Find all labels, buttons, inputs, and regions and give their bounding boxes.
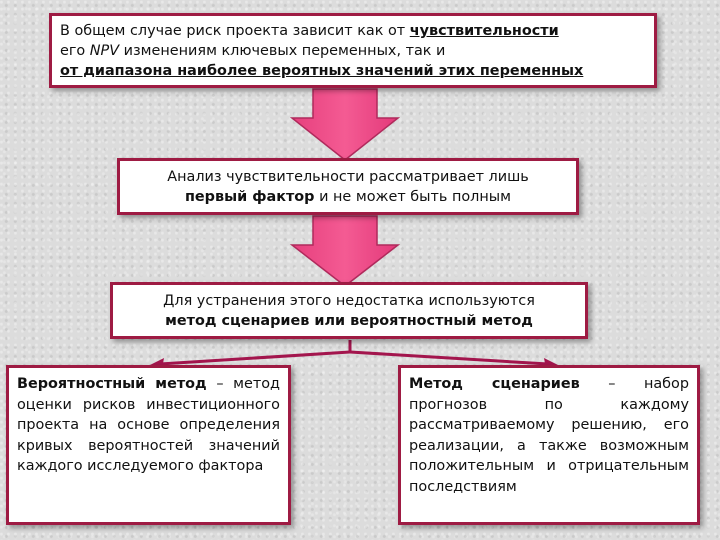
scenario-method-definition: – набор прогнозов по каждому рассматриваемому решению, его реализации, а также возможным положительным и отрицательным последствиям [409,376,689,495]
fork-right-branch [350,352,548,364]
low-line-2: метод сценариев или вероятностный метод [165,313,533,329]
top-statement-box [49,13,657,88]
low-line-1: Для устранения этого недостатка используются [163,293,535,309]
fork-left-branch [160,352,350,364]
npv-term: NPV [89,43,120,59]
probabilistic-method-box [6,365,291,525]
top-line-2: его NPV изменениям ключевых переменных, так и [60,43,446,59]
down-arrow-1 [292,89,398,160]
top-line-1: В общем случае риск проекта зависит как от чувствительности [60,23,559,39]
probabilistic-method-term: Вероятностный метод [17,376,207,392]
sensitivity-analysis-box [117,158,579,215]
sensitivity-emphasis: чувствительности [409,23,559,39]
first-factor-emphasis: первый фактор [184,189,315,205]
scenario-method-box [398,365,700,525]
top-line-3: от диапазона наиболее вероятных значений этих переменных [60,63,584,79]
down-arrow-2 [292,216,398,286]
mid-line-2: первый фактор и не может быть полным [184,189,511,205]
scenario-method-term: Метод сценариев [409,376,580,392]
mid-line-1: Анализ чувствительности рассматривает лишь [167,169,529,185]
remedy-methods-box [110,282,588,339]
probabilistic-method-definition: – метод оценки рисков инвестиционного проекта на основе определения кривых вероятностей значений каждого исследуемого фактора [17,376,280,474]
